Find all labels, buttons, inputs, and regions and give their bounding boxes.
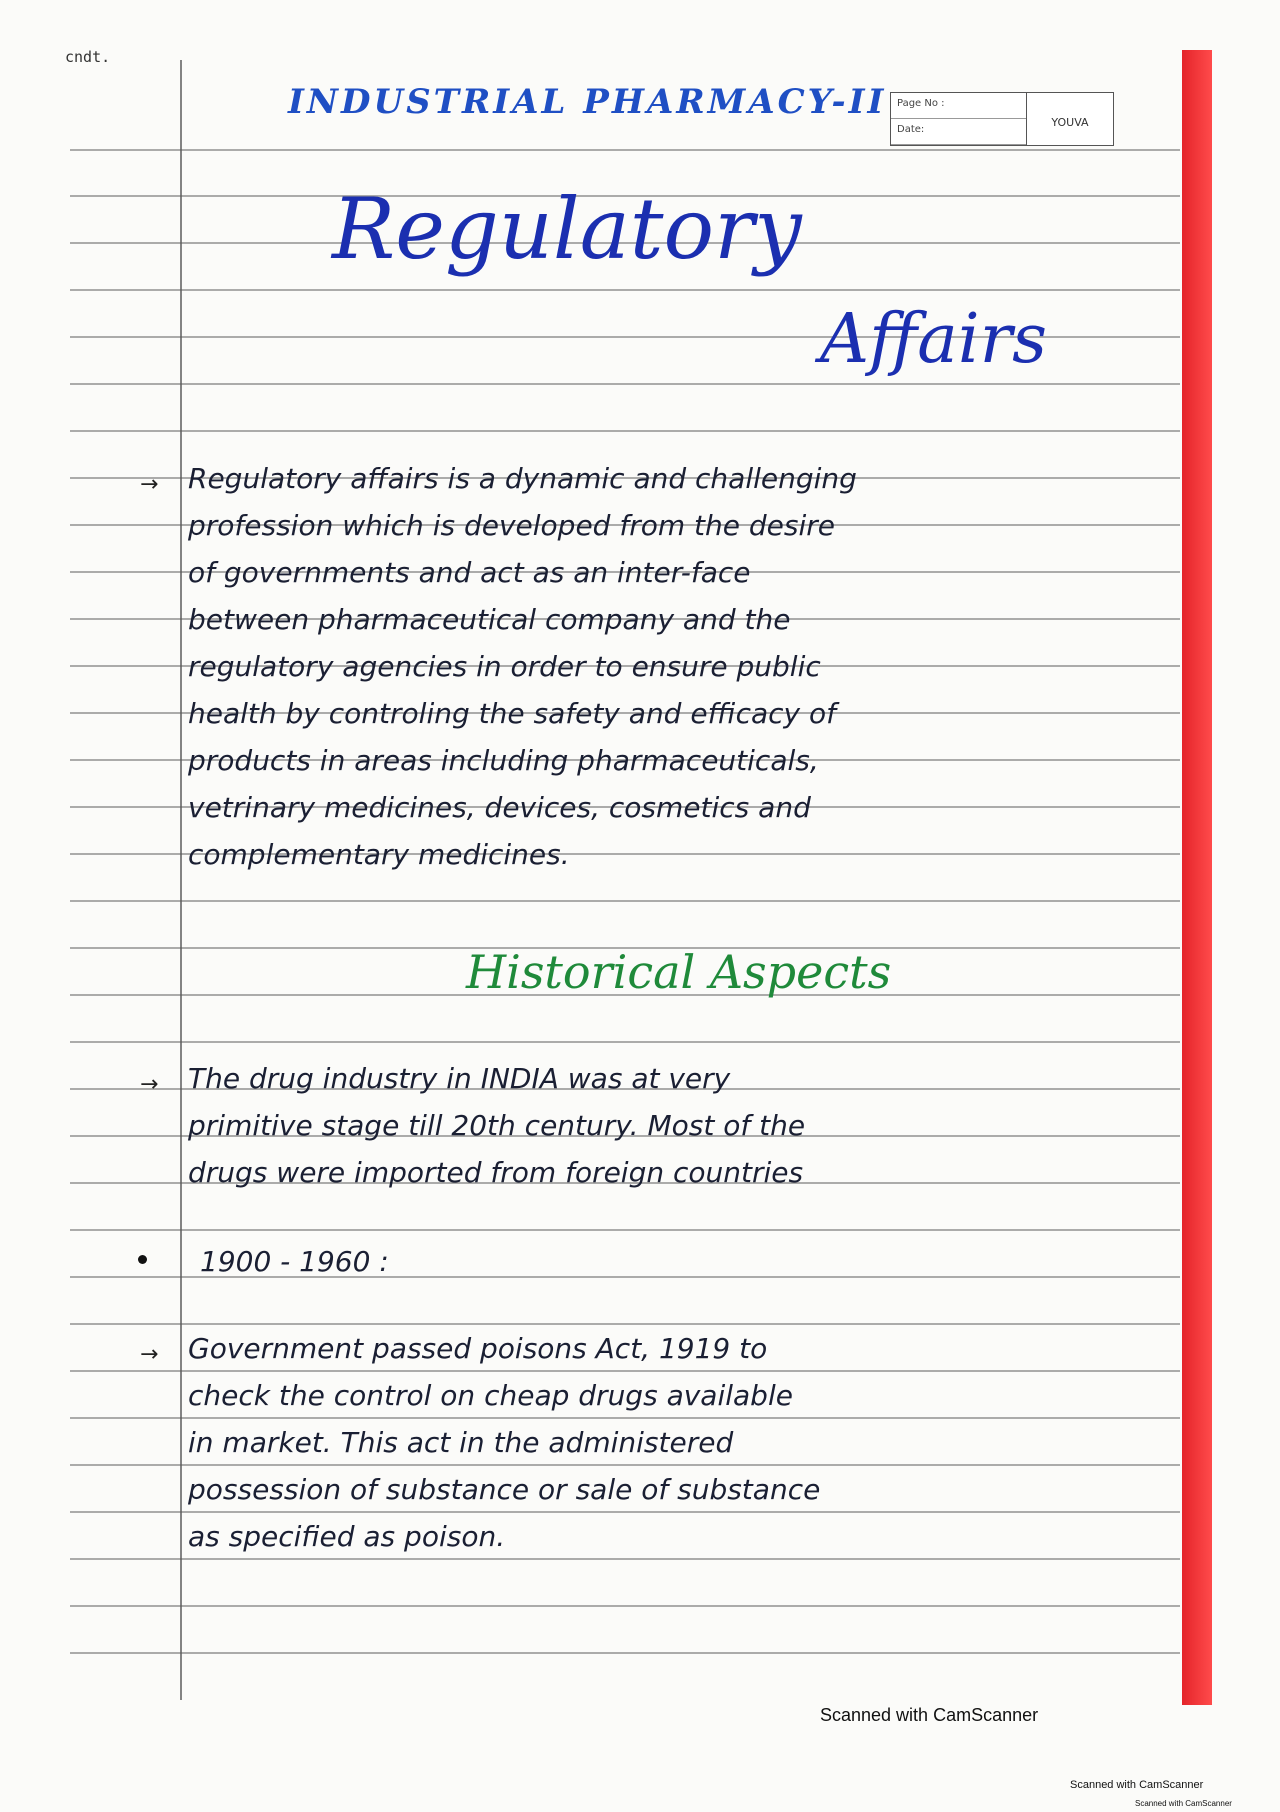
p3-line: Government passed poisons Act, 1919 to — [188, 1332, 768, 1365]
margin-line — [180, 60, 182, 1700]
p1-line: vetrinary medicines, devices, cosmetics and — [188, 791, 811, 824]
p1-line: of governments and act as an inter-face — [188, 556, 751, 589]
p1-line: products in areas including pharmaceuticals, — [188, 744, 819, 777]
red-page-edge — [1182, 50, 1212, 1705]
p1-line: regulatory agencies in order to ensure public — [188, 650, 821, 683]
section-heading: Historical Aspects — [466, 945, 892, 999]
page-info-box — [890, 92, 1114, 146]
p3-line: check the control on cheap drugs available — [188, 1379, 793, 1412]
p2-line: primitive stage till 20th century. Most of the — [188, 1109, 806, 1142]
p2-line: The drug industry in INDIA was at very — [188, 1062, 731, 1095]
title-affairs: Affairs — [820, 300, 1047, 379]
page-no-label: Page No : — [891, 93, 1026, 119]
camscanner-watermark-small: Scanned with CamScanner — [1070, 1779, 1204, 1791]
p1-line: Regulatory affairs is a dynamic and challenging — [188, 462, 857, 495]
subject-header: INDUSTRIAL PHARMACY-II — [288, 82, 887, 122]
camscanner-watermark: Scanned with CamScanner — [820, 1705, 1039, 1725]
period-label: 1900 - 1960 : — [200, 1245, 389, 1278]
arrow-marker: → — [140, 1072, 159, 1097]
p1-line: complementary medicines. — [188, 838, 570, 871]
bullet-dot — [138, 1255, 147, 1264]
p1-line: between pharmaceutical company and the — [188, 603, 791, 636]
arrow-marker: → — [140, 1342, 159, 1367]
title-regulatory: Regulatory — [332, 180, 802, 278]
p1-line: health by controling the safety and efficacy of — [188, 697, 836, 730]
camscanner-watermark-tiny: Scanned with CamScanner — [1135, 1799, 1232, 1808]
p3-line: possession of substance or sale of substance — [188, 1473, 821, 1506]
corner-text: cndt. — [65, 48, 111, 66]
p2-line: drugs were imported from foreign countries — [188, 1156, 804, 1189]
p3-line: as specified as poison. — [188, 1520, 506, 1553]
box-divider — [1026, 93, 1027, 145]
p1-line: profession which is developed from the desire — [188, 509, 835, 542]
date-label: Date: — [891, 119, 1026, 145]
youva-logo: YOUVA — [1051, 116, 1089, 129]
arrow-marker: → — [140, 472, 159, 497]
p3-line: in market. This act in the administered — [188, 1426, 734, 1459]
